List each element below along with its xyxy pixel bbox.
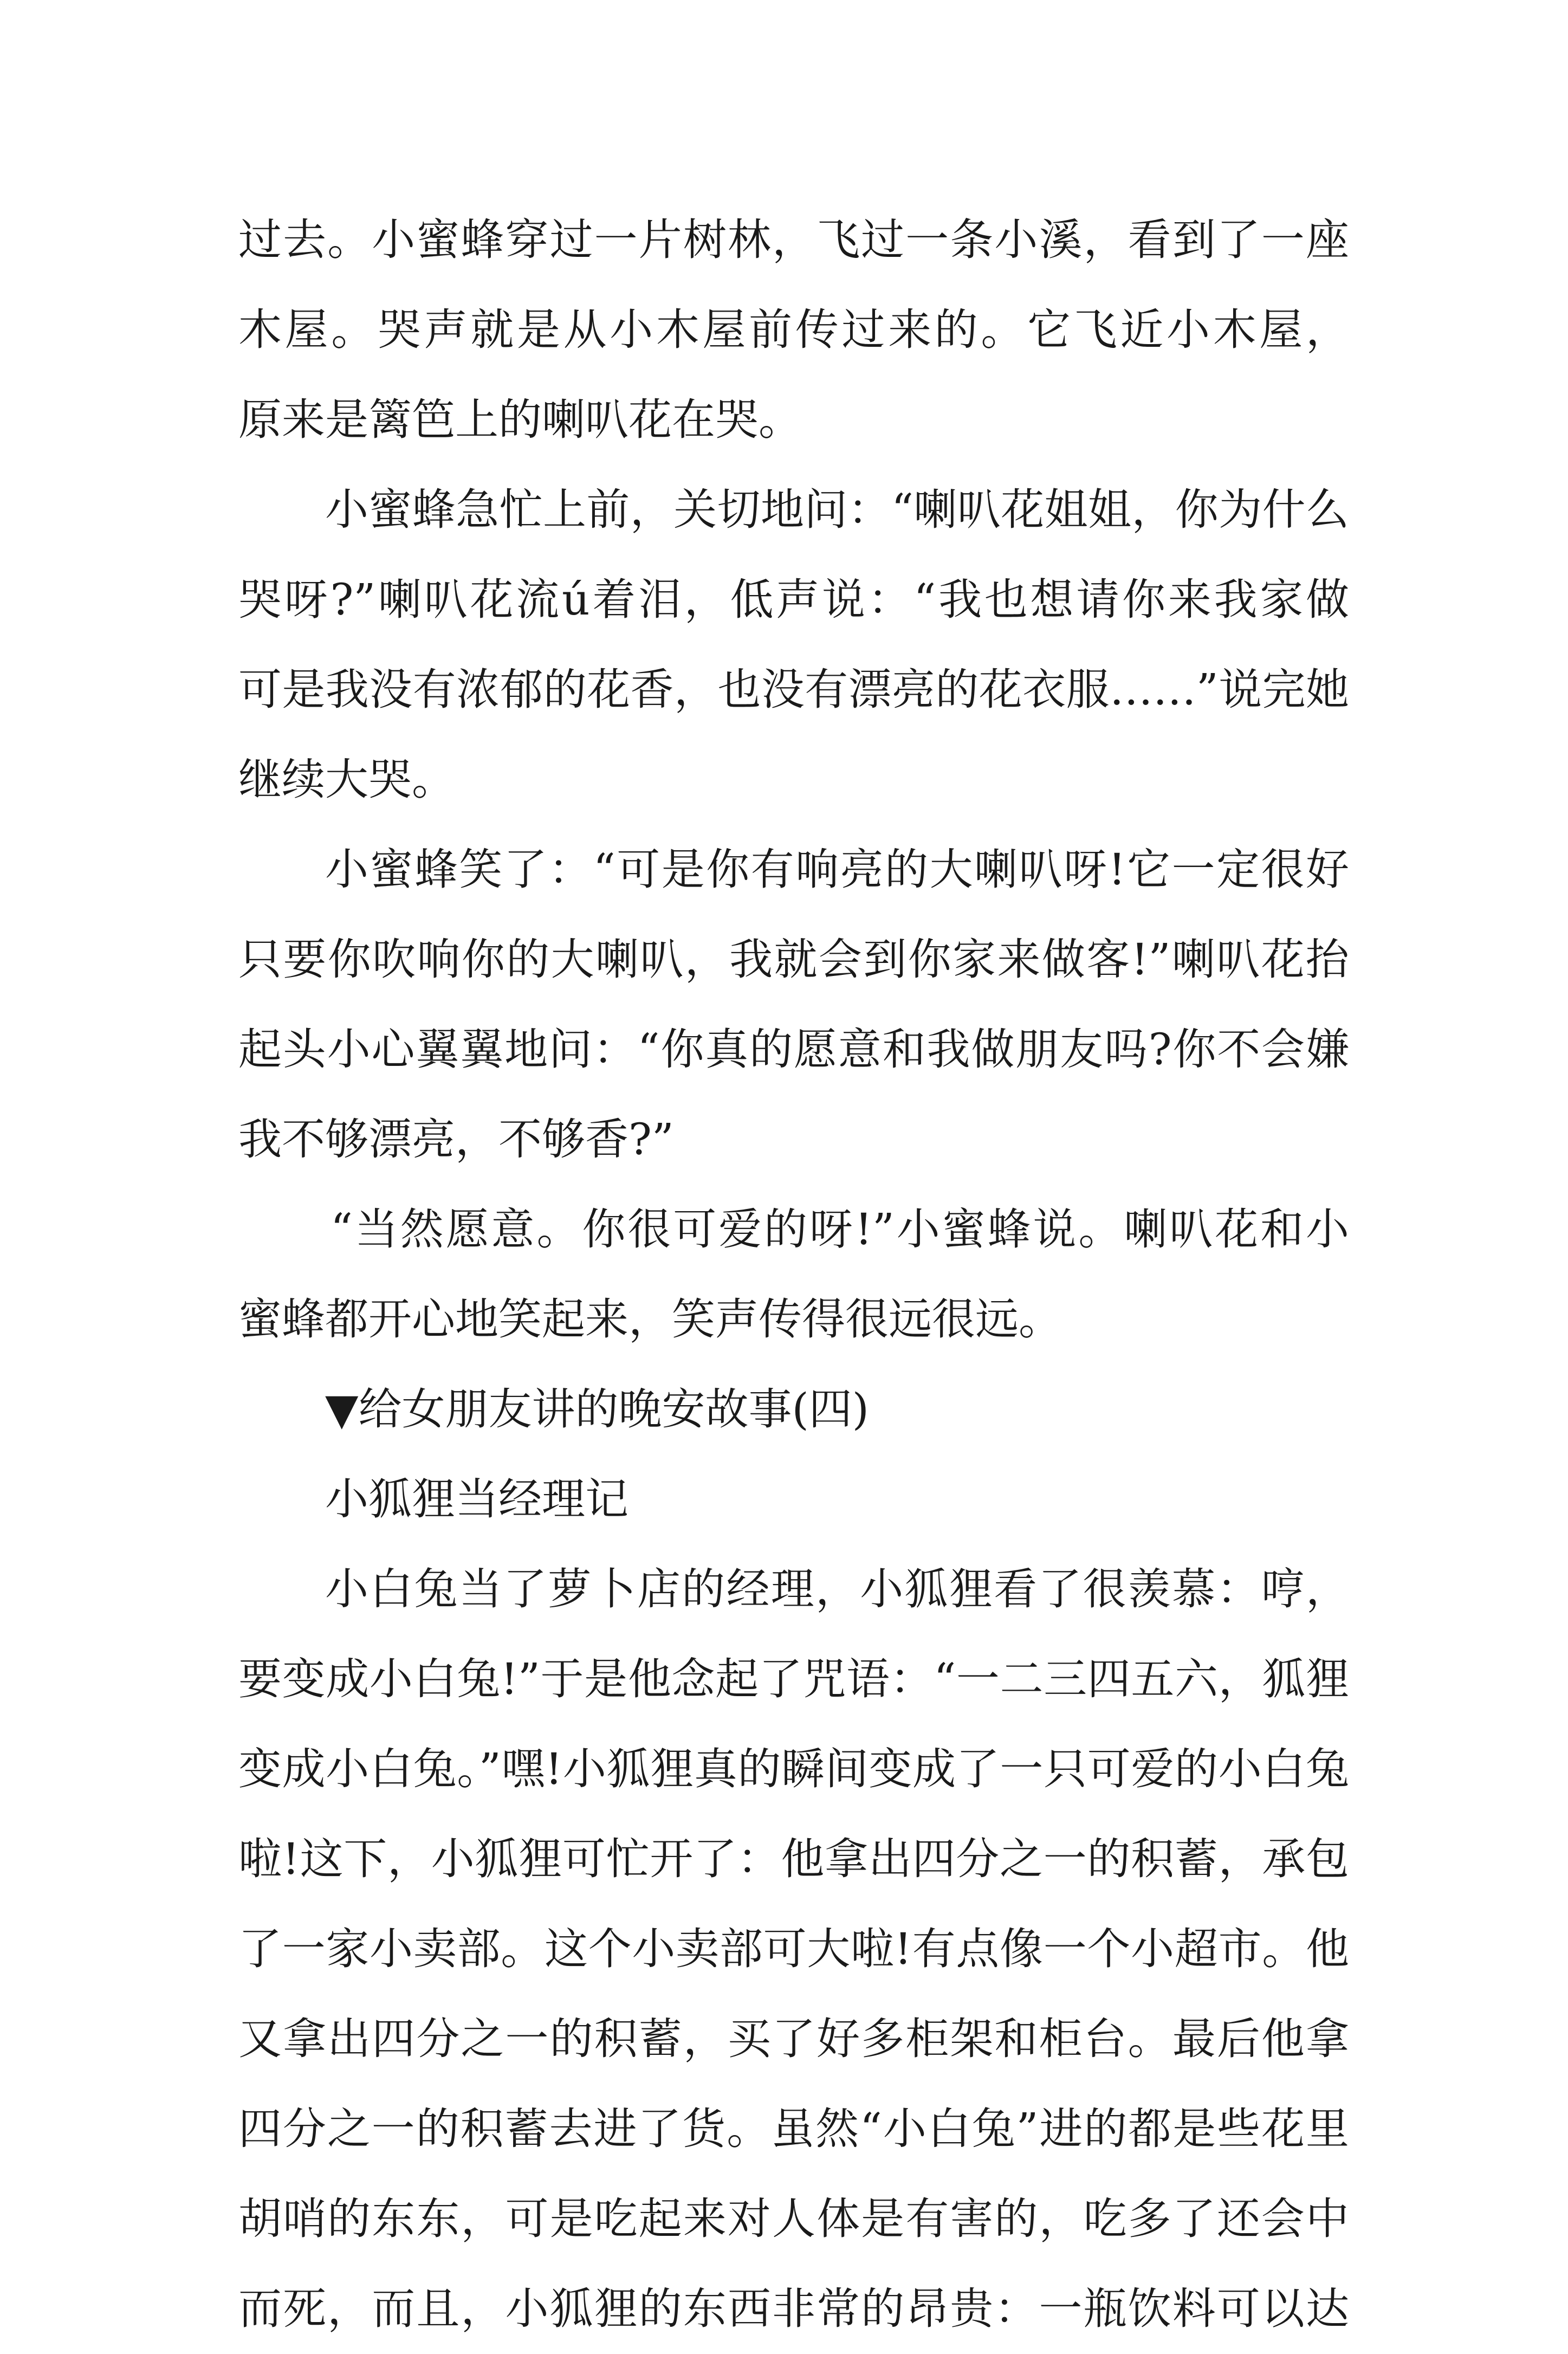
text-line: “当然愿意。你很可爱的呀!”小蜜蜂说。喇叭花和小: [331, 1204, 1349, 1254]
text-line: 木屋。哭声就是从小木屋前传过来的。它飞近小木屋，: [238, 305, 1349, 355]
text-line: 小白兔当了萝卜店的经理，小狐狸看了很羡慕：哼，: [325, 1564, 1349, 1614]
section-heading: ▼给女朋友讲的晚安故事(四): [325, 1384, 869, 1434]
text-line: 了一家小卖部。这个小卖部可大啦!有点像一个小超市。他: [238, 1924, 1349, 1974]
text-line: 我不够漂亮，不够香?”: [238, 1114, 674, 1165]
text-line: 起头小心翼翼地问：“你真的愿意和我做朋友吗?你不会嫌: [238, 1024, 1349, 1075]
text-line: 要变成小白兔!”于是他念起了咒语：“一二三四五六，狐狸: [238, 1654, 1349, 1704]
text-line: 原来是篱笆上的喇叭花在哭。: [238, 395, 802, 445]
text-line: 过去。小蜜蜂穿过一片树林，飞过一条小溪，看到了一座: [238, 215, 1349, 265]
text-line: 可是我没有浓郁的花香，也没有漂亮的花衣服……”说完她: [238, 664, 1349, 715]
text-line: 只要你吹响你的大喇叭，我就会到你家来做客!”喇叭花抬: [238, 934, 1349, 985]
document-body: [238, 195, 1349, 2354]
story-title: 小狐狸当经理记: [325, 1474, 629, 1524]
text-line: 四分之一的积蓄去进了货。虽然“小白兔”进的都是些花里: [238, 2104, 1349, 2154]
text-line: 又拿出四分之一的积蓄，买了好多柜架和柜台。最后他拿: [238, 2014, 1349, 2064]
text-line: 小蜜蜂急忙上前，关切地问：“喇叭花姐姐，你为什么: [325, 484, 1349, 535]
text-line: 哭呀?”喇叭花流ú着泪，低声说：“我也想请你来我家做: [238, 574, 1349, 625]
text-line: 胡哨的东东，可是吃起来对人体是有害的，吃多了还会中: [238, 2194, 1349, 2244]
text-line: 变成小白兔。”嘿!小狐狸真的瞬间变成了一只可爱的小白兔: [238, 1744, 1349, 1794]
text-line: 小蜜蜂笑了：“可是你有响亮的大喇叭呀!它一定很好: [325, 844, 1349, 895]
text-line: 啦!这下，小狐狸可忙开了：他拿出四分之一的积蓄，承包: [238, 1834, 1349, 1884]
text-line: 而死，而且，小狐狸的东西非常的昂贵：一瓶饮料可以达: [238, 2284, 1349, 2334]
text-line: 蜜蜂都开心地笑起来，笑声传得很远很远。: [238, 1294, 1062, 1344]
text-line: 继续大哭。: [238, 754, 455, 805]
